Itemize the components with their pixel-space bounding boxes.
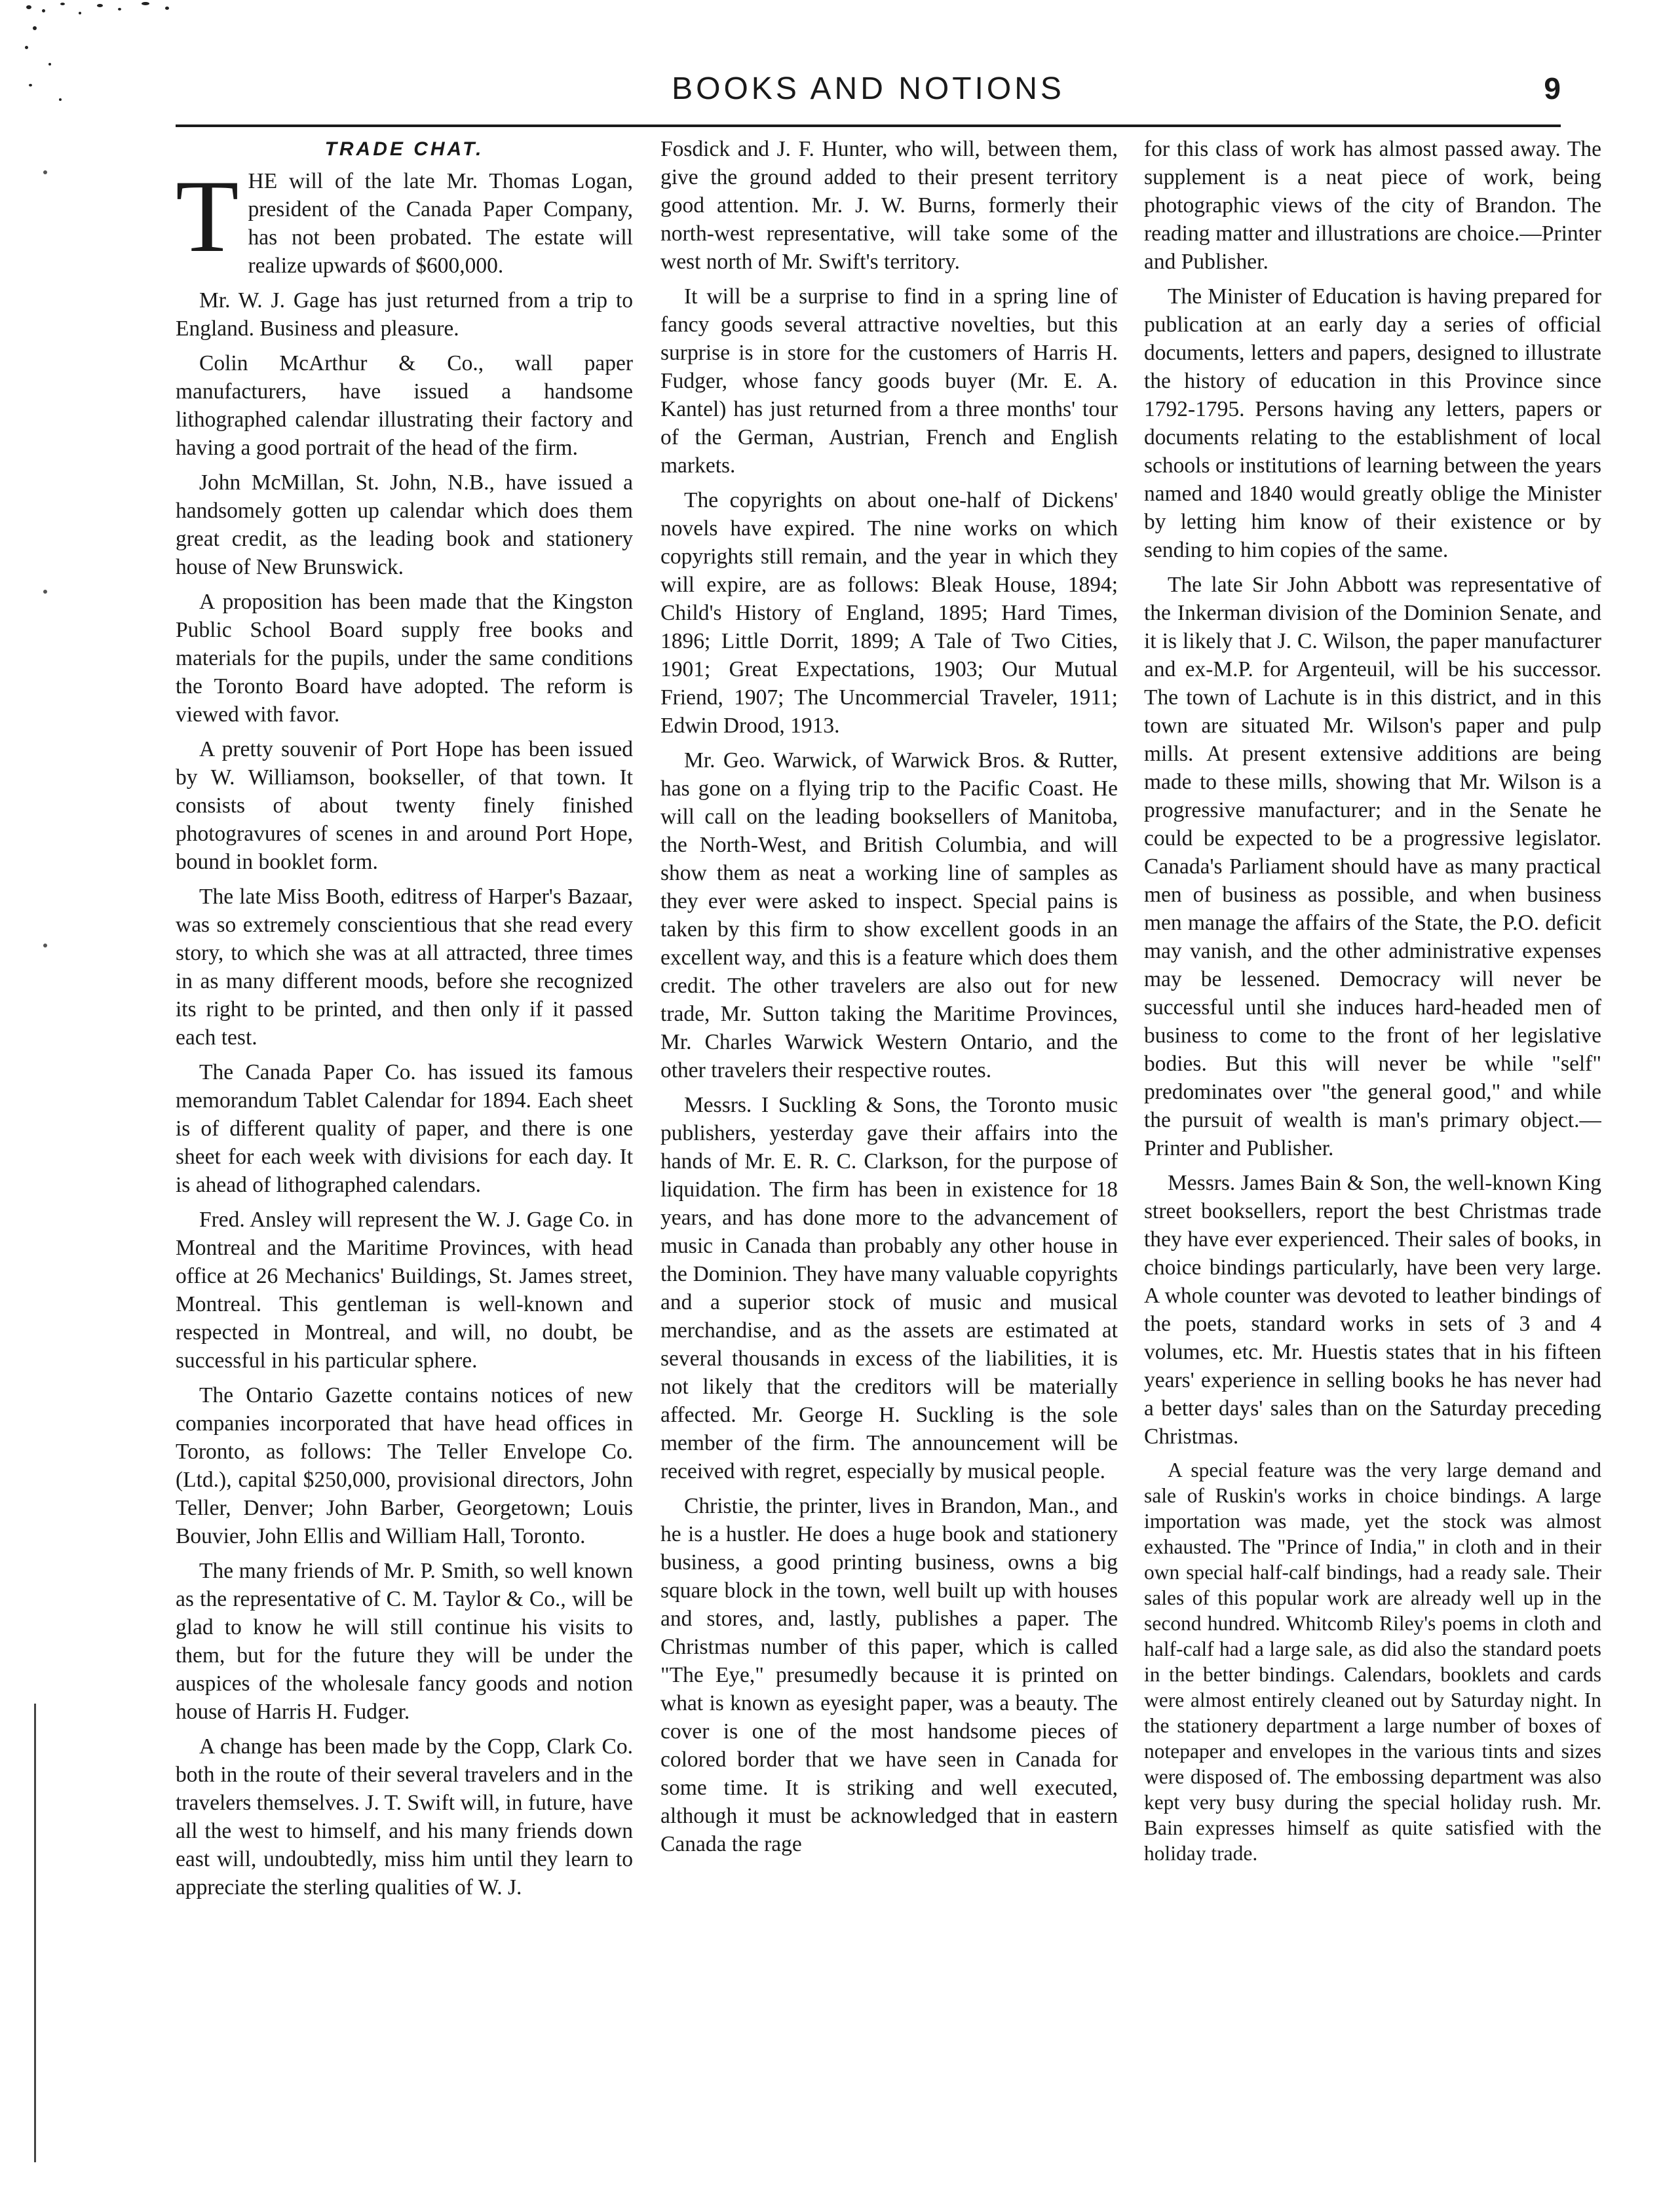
column-3 xyxy=(1144,135,1601,2179)
article-paragraph xyxy=(660,746,1118,1084)
paragraph-text: Fosdick and J. F. Hunter, who will, between them, give the ground added to their present territory good attention. Mr. J. W. Burns, formerly their north-west representative, will take some of the west north of Mr. Swift's territory. xyxy=(660,137,1118,274)
paragraph-text: A change has been made by the Copp, Clark Co. both in the route of their several travelers and in the travelers themselves. J. T. Swift will, in future, have all the west to himself, and his many friends down east will, undoubtedly, miss him until they learn to appreciate the sterling qualities of W. J. xyxy=(176,1734,633,1900)
article-paragraph xyxy=(176,1058,633,1199)
paragraph-text: for this class of work has almost passed away. The supplement is a neat piece of work, being photographic views of the city of Brandon. The reading matter and illustrations are choice.—Printer and Publisher. xyxy=(1144,137,1601,274)
margin-binding-line xyxy=(34,1704,36,2162)
margin-speck xyxy=(43,944,47,947)
paragraph-text: The Ontario Gazette contains notices of new companies incorporated that have head offices in Toronto, as follows: The Teller Envelope Co. (Ltd.), capital $250,000, provisional directors, John Teller, Denver; John Barber, Georgetown; Louis Bouvier, John Ellis and William Hall, Toronto. xyxy=(176,1383,633,1548)
paragraph-text: A pretty souvenir of Port Hope has been issued by W. Williamson, bookseller, of that town. It consists of about twenty finely finished photogravures of scenes in and around Port Hope, bound in booklet form. xyxy=(176,737,633,874)
article-paragraph xyxy=(660,282,1118,480)
article-paragraph xyxy=(1144,1169,1601,1451)
article-paragraph xyxy=(1144,135,1601,276)
paragraph-text: The Minister of Education is having prepared for publication at an early day a series of official documents, letters and papers, designed to illustrate the history of education in this Province since 1792-1795. Persons having any letters, papers or documents relating to the establishment of local schools or institutions of learning between the years named and 1840 would greatly oblige the Minister by letting him know of their existence or by sending to him copies of the same. xyxy=(1144,284,1601,562)
column-1 xyxy=(176,135,633,2179)
paragraph-text: The many friends of Mr. P. Smith, so well known as the representative of C. M. Taylor & Co., will be glad to know he will still continue his visits to them, but for the future they will be under the auspices of the wholesale fancy goods and notion house of Harris H. Fudger. xyxy=(176,1559,633,1724)
paragraph-text: The late Sir John Abbott was representative of the Inkerman division of the Dominion Senate, and it is likely that J. C. Wilson, the paper manufacturer and ex-M.P. for Argenteuil, will be his successor. The town of Lachute is in this district, and in this town are situated Mr. Wilson's paper and pulp mills. At present extensive additions are being made to these mills, showing that Mr. Wilson is a progressive manufacturer; and in the Senate he could be expected to be a progressive legislator. Canada's Parliament should have as many practical men of business as possible, and when business men manage the affairs of the State, the P.O. deficit may vanish, and the other administrative expenses may be lessened. Democracy will never be successful until she induces hard-headed men of business to come to the front of her legislative bodies. But this will never be while "self" predominates over "the general good," and while the pursuit of wealth is man's primary object.—Printer and Publisher. xyxy=(1144,573,1601,1160)
page-number: 9 xyxy=(1544,71,1561,105)
paragraph-text: The late Miss Booth, editress of Harper's Bazaar, was so extremely conscientious that she read every story, to which she was at all attracted, three times in as many different moods, before she recognized its right to be printed, and then only if it passed each test. xyxy=(176,885,633,1050)
paragraph-text: Messrs. I Suckling & Sons, the Toronto music publishers, yesterday gave their affairs into the hands of Mr. E. R. C. Clarkson, for the purpose of liquidation. The firm has been in existence for 18 years, and has done more to the advancement of music in Canada than probably any other house in the Dominion. They have many valuable copyrights and a superior stock of music and musical merchandise, and as the assets are estimated at several thousands in excess of the liabilities, it is not likely that the creditors will be materially affected. Mr. George H. Suckling is the sole member of the firm. The announcement will be received with regret, especially by musical people. xyxy=(660,1093,1118,1483)
article-paragraph xyxy=(176,588,633,729)
article-paragraph xyxy=(176,286,633,343)
column-2 xyxy=(660,135,1118,2179)
article-paragraph xyxy=(1144,1457,1601,1866)
article-paragraph xyxy=(176,1732,633,1901)
article-paragraph xyxy=(176,1381,633,1550)
article-paragraph xyxy=(1144,282,1601,564)
article-paragraph xyxy=(176,1557,633,1726)
paragraph-text: HE will of the late Mr. Thomas Logan, president of the Canada Paper Company, has not been probated. The estate will realize upwards of $600,000. xyxy=(248,169,633,278)
paragraph-text: The copyrights on about one-half of Dickens' novels have expired. The nine works on which copyrights still remain, and the year in which they will expire, are as follows: Bleak House, 1894; Child's History of England, 1895; Hard Times, 1896; Little Dorrit, 1899; A Tale of Two Cities, 1901; Great Expectations, 1903; Our Mutual Friend, 1907; The Uncommercial Traveler, 1911; Edwin Drood, 1913. xyxy=(660,488,1118,738)
article-paragraph xyxy=(660,135,1118,276)
paragraph-text: Mr. Geo. Warwick, of Warwick Bros. & Rutter, has gone on a flying trip to the Pacific Coast. He will call on the leading booksellers of Manitoba, the North-West, and British Columbia, and will show them as neat a working line of samples as they ever were asked to inspect. Special pains is taken by this firm to show excellent goods in an excellent way, and this is a feature which does them credit. The other travelers are also out for new trade, Mr. Sutton taking the Maritime Provinces, Mr. Charles Warwick Western Ontario, and the other travelers their respective routes. xyxy=(660,748,1118,1082)
margin-speck xyxy=(43,170,47,174)
article-paragraph xyxy=(176,159,633,280)
article-paragraph xyxy=(1144,571,1601,1162)
drop-cap: T xyxy=(176,159,239,274)
article-paragraph xyxy=(176,349,633,462)
running-title: BOOKS AND NOTIONS xyxy=(672,71,1065,106)
article-paragraph xyxy=(176,468,633,581)
paragraph-text: Christie, the printer, lives in Brandon, Man., and he is a hustler. He does a huge book and stationery business, a good printing business, owns a big square block in the town, well built up with houses and stores, and, lastly, publishes a paper. The Christmas number of this paper, which is called "The Eye," presumedly because it is printed on what is known as eyesight paper, was a beauty. The cover is one of the most handsome pieces of colored border that we have seen in Canada for some time. It is striking and well executed, although it must be acknowledged that in eastern Canada the rage xyxy=(660,1494,1118,1856)
article-paragraph xyxy=(176,1206,633,1375)
paragraph-text: A proposition has been made that the Kingston Public School Board supply free books and materials for the pupils, under the same conditions the Toronto Board have adopted. The reform is viewed with favor. xyxy=(176,590,633,727)
paragraph-text: Mr. W. J. Gage has just returned from a trip to England. Business and pleasure. xyxy=(176,288,633,341)
article-paragraph xyxy=(660,1492,1118,1858)
article-paragraph xyxy=(660,486,1118,740)
paragraph-text: The Canada Paper Co. has issued its famous memorandum Tablet Calendar for 1894. Each sheet is of different quality of paper, and there is one sheet for each week with divisions for each day. It is ahead of lithographed calendars. xyxy=(176,1060,633,1197)
article-paragraph xyxy=(176,735,633,876)
paragraph-text: Fred. Ansley will represent the W. J. Gage Co. in Montreal and the Maritime Provinces, with head office at 26 Mechanics' Buildings, St. James street, Montreal. This gentleman is well-known and respected in Montreal, and will, no doubt, be successful in his particular sphere. xyxy=(176,1208,633,1373)
paragraph-text: It will be a surprise to find in a spring line of fancy goods several attractive novelties, but this surprise is in store for the customers of Harris H. Fudger, whose fancy goods buyer (Mr. E. A. Kantel) has just returned from a three months' tour of the German, Austrian, French and English markets. xyxy=(660,284,1118,478)
section-heading: TRADE CHAT. xyxy=(324,138,484,160)
running-head xyxy=(176,68,1561,122)
paragraph-text: A special feature was the very large demand and sale of Ruskin's works in choice bindings. A large importation was made, yet the stock was almost exhausted. The "Prince of India," in cloth and in their own special half-calf bindings, had a ready sale. Their sales of this popular work are already well up in the second hundred. Whitcomb Riley's poems in cloth and half-calf had a large sale, as did also the standard poets in the better bindings. Calendars, booklets and cards were almost entirely cleaned out by Saturday night. In the stationery department a large number of boxes of notepaper and envelopes in the various tints and sizes were disposed of. The embossing department was also kept very busy during the special holiday rush. Mr. Bain expresses himself as quite satisfied with the holiday trade. xyxy=(1144,1459,1601,1865)
header-rule xyxy=(176,124,1561,127)
paragraph-text: Messrs. James Bain & Son, the well-known King street booksellers, report the best Christmas trade they have ever experienced. Their sales of books, in choice bindings particularly, have been very large. A whole counter was devoted to leather bindings of the poets, standard works in sets of 3 and 4 volumes, etc. Mr. Huestis states that in his fifteen years' experience in selling books he has never had a better days' sales than on the Saturday preceding Christmas. xyxy=(1144,1171,1601,1449)
article-paragraph xyxy=(660,1091,1118,1485)
paragraph-text: John McMillan, St. John, N.B., have issued a handsomely gotten up calendar which does them great credit, as the leading book and stationery house of New Brunswick. xyxy=(176,470,633,579)
article-paragraph xyxy=(176,883,633,1052)
margin-speck xyxy=(43,590,47,594)
paragraph-text: Colin McArthur & Co., wall paper manufacturers, have issued a handsome lithographed calendar illustrating their factory and having a good portrait of the head of the firm. xyxy=(176,351,633,460)
